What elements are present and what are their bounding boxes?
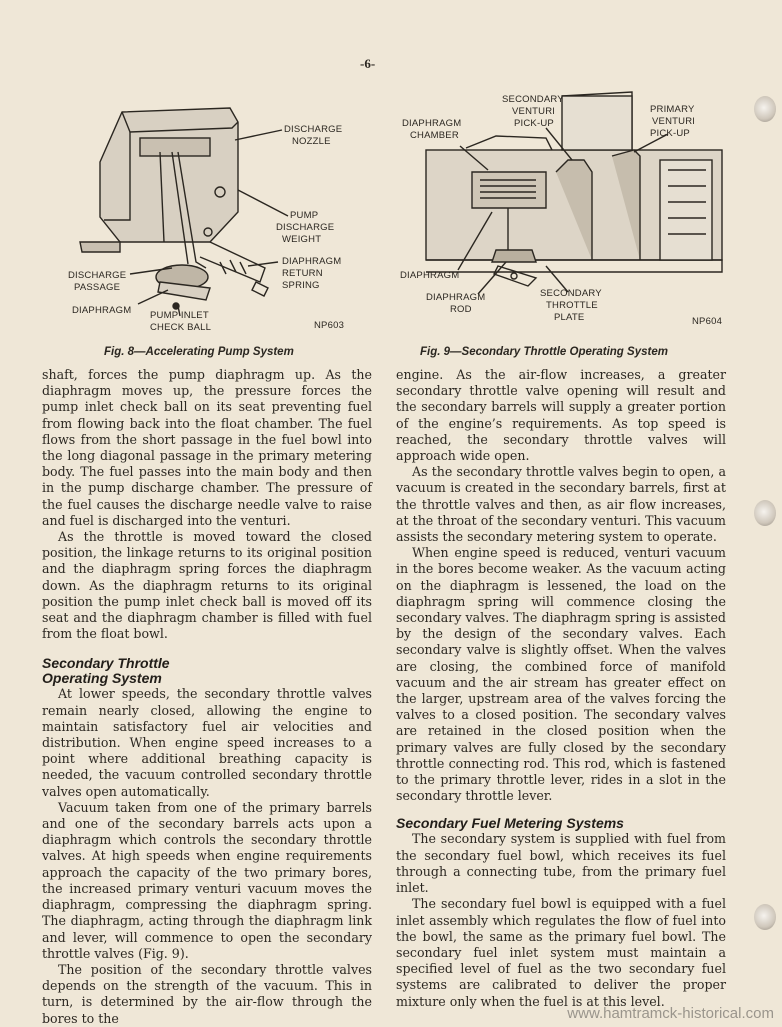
svg-text:VENTURI: VENTURI bbox=[652, 116, 696, 127]
section-heading-secondary-fuel-metering: Secondary Fuel Metering Systems bbox=[396, 815, 624, 832]
figure-8-illustration bbox=[60, 92, 380, 342]
label-secondary-venturi-pickup: SECONDARY bbox=[502, 94, 564, 105]
figure-9-illustration bbox=[396, 90, 732, 334]
label-diaphragm: DIAPHRAGM bbox=[400, 270, 460, 281]
label-pump-discharge-weight: PUMP bbox=[290, 210, 319, 221]
right-column bbox=[396, 367, 726, 1010]
svg-text:WEIGHT: WEIGHT bbox=[282, 234, 322, 245]
svg-text:RETURN: RETURN bbox=[282, 268, 323, 279]
svg-text:THROTTLE: THROTTLE bbox=[546, 300, 598, 311]
paragraph: shaft, forces the pump diaphragm up. As the diaphragm moves up, the pressure forces the pump inlet check ball on its seat preventing fuel from flowing back into the float chamber. The fuel flows from the short passage in the fuel bowl into the long diagonal passage in the primary metering body. The fuel passes into the main body and then in the pump discharge chamber. The pressure of the fuel causes the discharge needle valve to raise and fuel is discharged into the venturi. bbox=[42, 367, 372, 528]
paragraph: The position of the secondary throttle valves depends on the strength of the vacuum. This in turn, is determined by the air-flow through the bores to the bbox=[42, 961, 372, 1026]
label-diaphragm-rod: DIAPHRAGM bbox=[426, 292, 486, 303]
figure-8-caption: Fig. 8—Accelerating Pump System bbox=[104, 346, 294, 358]
paragraph: When engine speed is reduced, venturi vacuum in the bores become weaker. As the vacuum acting on the diaphragm is lessened, the load on the diaphragm spring will commence closing the secondary valves. The diaphragm spring is assisted by the design of the secondary valves. Each secondary valve is slightly offset. When the valves are closing, the combined force of manifold vacuum and the air stream has greater effect on the larger, upstream area of the valves forcing the valves to a closed position. The secondary valves are retained in the closed position when the primary valves are fully closed by the secondary throttle connecting rod. This rod, which is fastened to the primary throttle lever, rides in a slot in the secondary throttle lever. bbox=[396, 545, 726, 804]
svg-text:ROD: ROD bbox=[450, 304, 472, 315]
paragraph: The secondary system is supplied with fuel from the secondary fuel bowl, which receives its fuel through a connecting tube, from the primary fuel inlet. bbox=[396, 831, 726, 896]
paragraph: As the secondary throttle valves begin to open, a vacuum is created in the secondary barrels, first at the throttle valves and then, as air flow increases, at the throat of the secondary venturi. This vacuum assists the secondary metering system to operate. bbox=[396, 464, 726, 545]
watermark: www.hamtramck-historical.com bbox=[567, 1005, 774, 1022]
paragraph: The secondary fuel bowl is equipped with a fuel inlet assembly which regulates the flow of fuel into the bowl, the same as the primary fuel bowl. The secondary fuel inlet system must maintain a specified level of fuel as the two secondary fuel systems are calibrated to deliver the proper mixture only when the fuel is at this level. bbox=[396, 896, 726, 1009]
label-discharge-nozzle: DISCHARGE bbox=[284, 124, 343, 135]
paragraph: engine. As the air-flow increases, a greater secondary throttle valve opening will result and the secondary barrels will supply a greater portion of the engine’s requirements. As top speed is reached, the secondary throttle valves will approach wide open. bbox=[396, 367, 726, 464]
svg-text:NOZZLE: NOZZLE bbox=[292, 136, 331, 147]
label-discharge-passage: DISCHARGE bbox=[68, 270, 127, 281]
left-column bbox=[42, 367, 372, 1027]
svg-text:SPRING: SPRING bbox=[282, 280, 320, 291]
binder-hole bbox=[754, 904, 776, 930]
binder-hole bbox=[754, 96, 776, 122]
svg-text:DISCHARGE: DISCHARGE bbox=[276, 222, 335, 233]
label-primary-venturi-pickup: PRIMARY bbox=[650, 104, 695, 115]
label-diaphragm: DIAPHRAGM bbox=[72, 305, 132, 316]
paragraph: Vacuum taken from one of the primary barrels and one of the secondary barrels acts upon a diaphragm which controls the secondary throttle valves. At high speeds when engine requirements approach the capacity of the two primary bores, the increased primary venturi vacuum moves the diaphragm, compressing the diaphragm spring. The diaphragm, acting through the diaphragm link and lever, will commence to open the secondary throttle valves (Fig. 9). bbox=[42, 799, 372, 961]
figure-code: NP604 bbox=[692, 316, 723, 327]
paragraph: As the throttle is moved toward the closed position, the linkage returns to its original position and the diaphragm spring forces the diaphragm down. As the diaphragm returns to its original position the pump inlet check ball is moved off its seat and the diaphragm chamber is filled with fuel from the float bowl. bbox=[42, 529, 372, 642]
label-pump-inlet-check-ball: PUMP INLET bbox=[150, 310, 209, 321]
svg-text:PASSAGE: PASSAGE bbox=[74, 282, 121, 293]
binder-hole bbox=[754, 500, 776, 526]
svg-text:CHAMBER: CHAMBER bbox=[410, 130, 459, 141]
page-number: -6- bbox=[360, 56, 376, 71]
label-diaphragm-return-spring: DIAPHRAGM bbox=[282, 256, 342, 267]
label-secondary-throttle-plate: SECONDARY bbox=[540, 288, 602, 299]
label-diaphragm-chamber: DIAPHRAGM bbox=[402, 118, 462, 129]
paragraph: At lower speeds, the secondary throttle valves remain nearly closed, allowing the engine to maintain satisfactory fuel air velocities and distribution. When engine speed increases to a point where additional breathing capacity is needed, the vacuum controlled secondary throttle valves open automatically. bbox=[42, 686, 372, 799]
svg-text:VENTURI: VENTURI bbox=[512, 106, 556, 117]
figure-code: NP603 bbox=[314, 320, 345, 331]
svg-text:PICK-UP: PICK-UP bbox=[650, 128, 690, 139]
section-heading-secondary-throttle: Secondary Throttle Operating System bbox=[42, 655, 170, 687]
svg-text:CHECK BALL: CHECK BALL bbox=[150, 322, 212, 333]
figure-9-caption: Fig. 9—Secondary Throttle Operating System bbox=[420, 346, 668, 358]
svg-text:PLATE: PLATE bbox=[554, 312, 585, 323]
svg-text:PICK-UP: PICK-UP bbox=[514, 118, 554, 129]
